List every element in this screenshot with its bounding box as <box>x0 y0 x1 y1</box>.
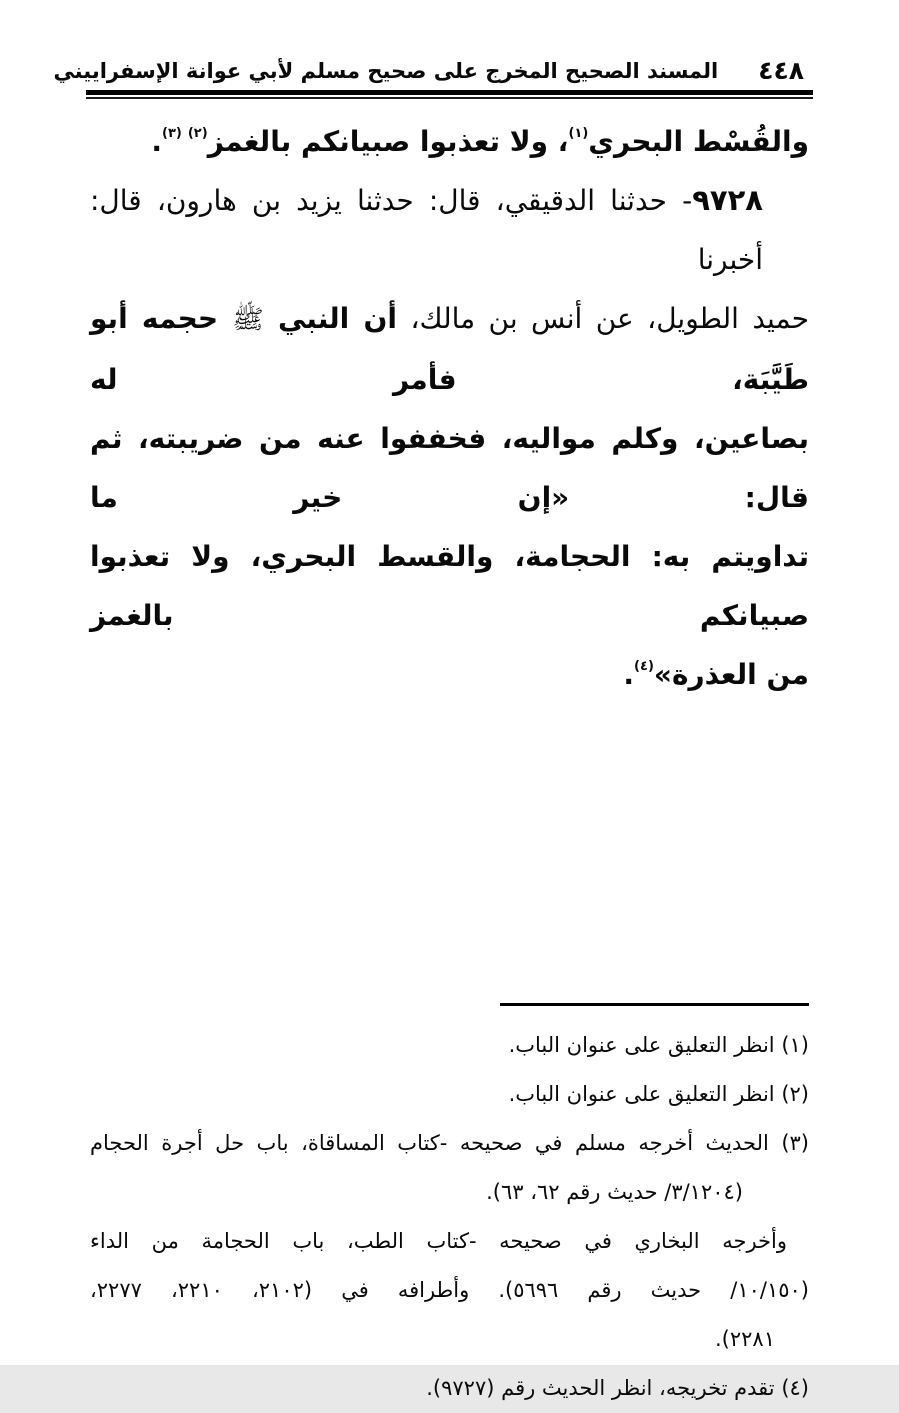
matn-tail-text-2: ، ولا تعذبوا صبيانكم بالغمز <box>207 125 569 158</box>
book-title: المسند الصحيح المخرج على صحيح مسلم لأبي عوانة الإسفراييني <box>53 59 719 83</box>
header-double-rule <box>86 90 813 99</box>
footnote-3-muslim-citation: (٣/١٢٠٤/ حديث رقم ٦٢، ٦٣). <box>486 1180 743 1204</box>
footnote-3-bukhari-citation: (١٠/١٥٠/ حديث رقم ٥٦٩٦). وأطرافه في (٢١٠٢، ٢٢١٠، ٢٢٧٧، <box>90 1278 809 1302</box>
footnote-3-line-1: (٣) الحديث أخرجه مسلم في صحيحه -كتاب المساقاة، باب حل أجرة الحجام <box>90 1131 809 1155</box>
footnotes-block <box>0 1003 899 1413</box>
matn-tail-line <box>90 112 809 171</box>
matn-start: أن النبي <box>263 302 398 335</box>
isnad-line-1 <box>90 171 809 289</box>
matn-last-line <box>90 645 809 704</box>
isnad-text-2: حميد الطويل، عن أنس بن مالك، <box>397 302 809 335</box>
footnote-4: (٤) تقدم تخريجه، انظر الحديث رقم (٩٧٢٧). <box>426 1376 809 1400</box>
prophet-salutation-symbol: ﷺ <box>232 305 264 335</box>
footnote-1: (١) انظر التعليق على عنوان الباب. <box>508 1033 809 1057</box>
footnote-3-citation-tail: ٢٢٨١). <box>715 1327 775 1351</box>
isnad-text: - حدثنا الدقيقي، قال: حدثنا يزيد بن هارون، قال: أخبرنا <box>90 184 763 276</box>
footnote-ref-4: (٤) <box>634 658 654 674</box>
isnad-line-2 <box>90 289 809 409</box>
matn-continued: حجمه أبو طَيَّبَة، فأمر له <box>90 302 809 396</box>
hadith-text <box>0 99 899 704</box>
matn-line: بصاعين، وكلم مواليه، فخففوا عنه من ضريبته، ثم قال: «إن خير ما <box>90 422 809 514</box>
footnote-ref-2: (٢) <box>187 125 208 141</box>
footnote-3-bukhari-line: وأخرجه البخاري في صحيحه -كتاب الطب، باب الحجامة من الداء <box>90 1229 787 1253</box>
footnote-ref-1: (١) <box>568 125 589 141</box>
running-header <box>0 0 899 89</box>
page-number: ٤٤٨ <box>758 56 804 85</box>
matn-line: تداويتم به: الحجامة، والقسط البحري، ولا تعذبوا صبيانكم بالغمز <box>90 540 809 632</box>
period: . <box>623 658 635 691</box>
footnote-2: (٢) انظر التعليق على عنوان الباب. <box>508 1082 809 1106</box>
matn-end-text: من العذرة» <box>653 658 809 691</box>
period: . <box>151 125 162 158</box>
hadith-number: ٩٧٢٨ <box>692 183 763 217</box>
footnote-ref-3: (٣) <box>162 125 182 141</box>
footnotes-separator-rule <box>500 1003 809 1006</box>
matn-tail-text: والقُسْط البحري <box>588 125 809 158</box>
